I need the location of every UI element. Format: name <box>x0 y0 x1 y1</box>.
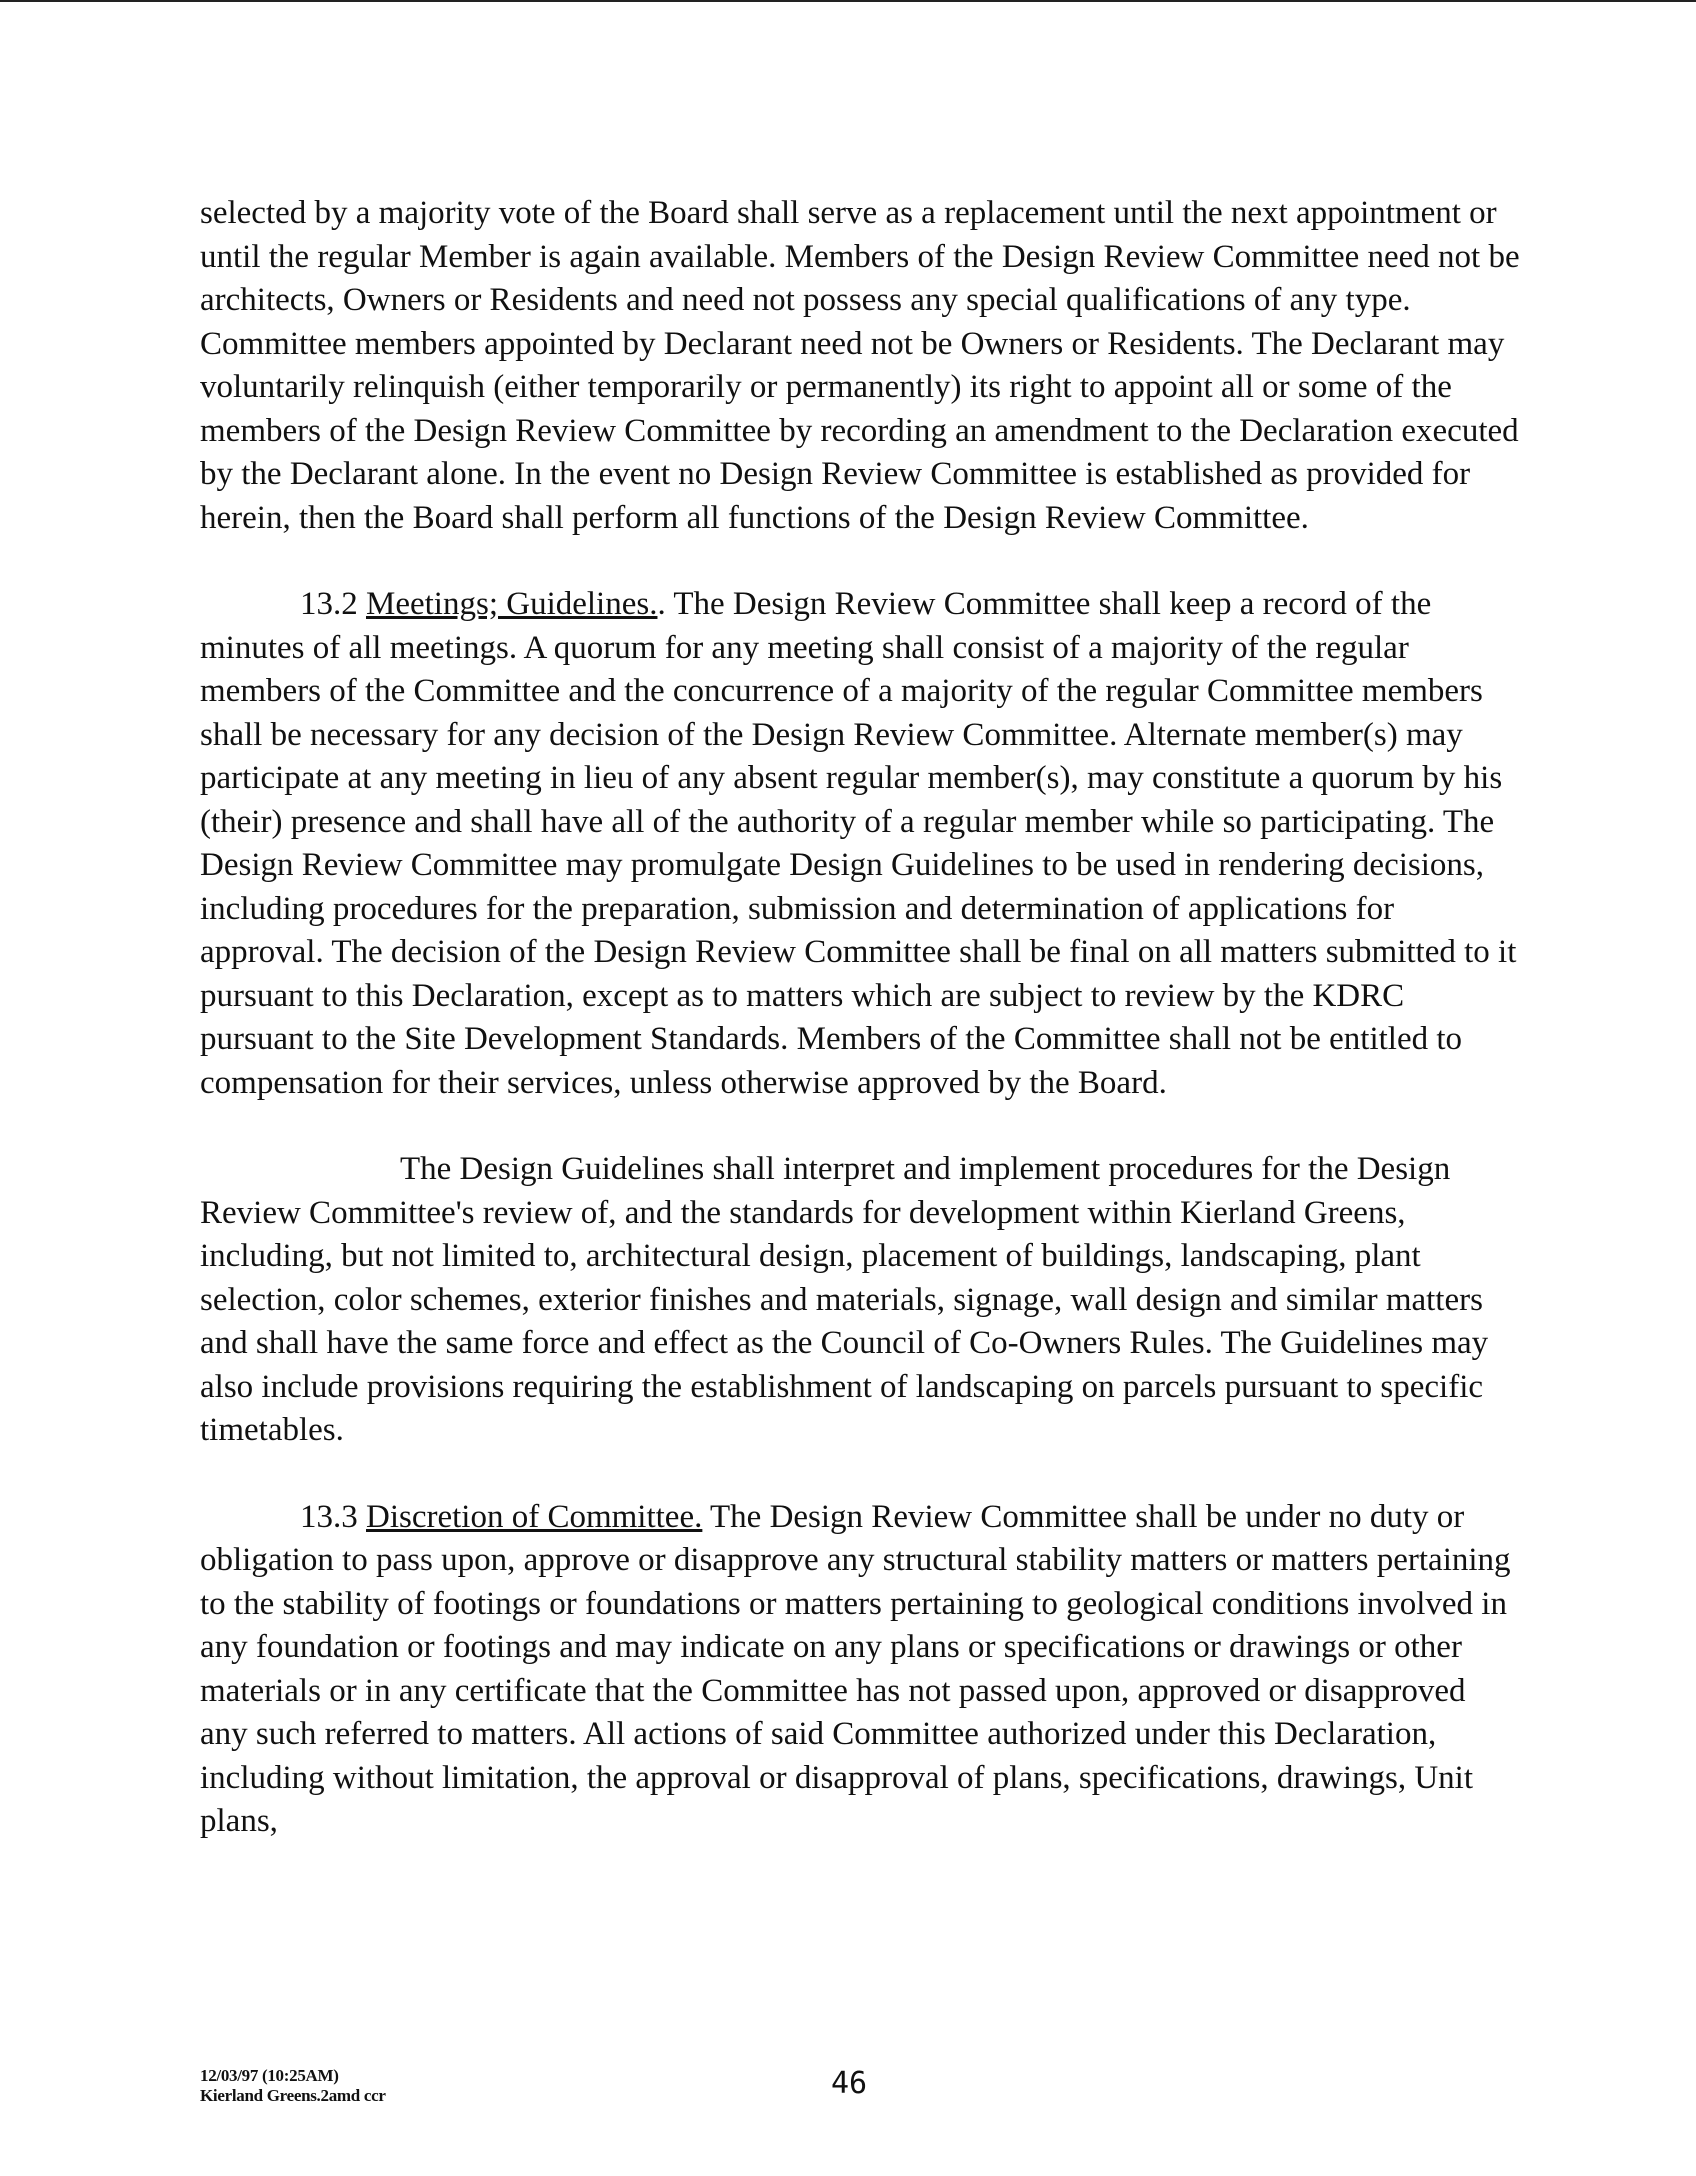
section-13-2-heading: Meetings; Guidelines. <box>366 586 658 622</box>
section-13-3-number: 13.3 <box>300 1498 358 1535</box>
document-body <box>200 192 1520 1844</box>
footer-date-time: 12/03/97 (10:25AM) <box>200 2066 339 2085</box>
section-13-3-body: The Design Review Committee shall be under no duty or obligation to pass upon, approve or disapprove any structural stability matters or matters pertaining to the stability of footings or foundations or matters pertaining to geological conditions involved in any foundation or footings and may indicate on any plans or specifications or drawings or other materials or in any certificate that the Committee has not passed upon, approved or disapproved any such referred to matters. All actions of said Committee authorized under this Declaration, including without limitation, the approval or disapproval of plans, specifications, drawings, Unit plans, <box>200 1498 1511 1839</box>
design-guidelines-paragraph: The Design Guidelines shall interpret and implement procedures for the Design Review Committee's review of, and the standards for development within Kierland Greens, including, but not limited to, architectural design, placement of buildings, landscaping, plant selection, color schemes, exterior finishes and materials, signage, wall design and similar matters and shall have the same force and effect as the Council of Co-Owners Rules. The Guidelines may also include provisions requiring the establishment of landscaping on parcels pursuant to specific timetables. <box>200 1151 1489 1448</box>
top-border-rule <box>0 0 1696 2</box>
footer-filename: Kierland Greens.2amd ccr <box>200 2086 386 2105</box>
page-footer <box>200 2066 1520 2126</box>
section-13-2 <box>200 583 1520 1105</box>
section-13-3-heading: Discretion of Committee. <box>366 1498 703 1535</box>
section-13-2-number: 13.2 <box>300 586 358 622</box>
page-number: 46 <box>831 2066 868 2101</box>
section-13-3 <box>200 1496 1520 1844</box>
section-13-2-body: . The Design Review Committee shall keep a record of the minutes of all meetings. A quorum for any meeting shall consist of a majority of the regular members of the Committee and the concurrence of a majority of the regular Committee members shall be necessary for any decision of the Design Review Committee. Alternate member(s) may participate at any meeting in lieu of any absent regular member(s), may constitute a quorum by his (their) presence and shall have all of the authority of a regular member while so participating. The Design Review Committee may promulgate Design Guidelines to be used in rendering decisions, including procedures for the preparation, submission and determination of applications for approval. The decision of the Design Review Committee shall be final on all matters submitted to it pursuant to this Declaration, except as to matters which are subject to review by the KDRC pursuant to the Site Development Standards. Members of the Committee shall not be entitled to compensation for their services, unless otherwise approved by the Board. <box>200 586 1517 1101</box>
paragraph-continuation: selected by a majority vote of the Board shall serve as a replacement until the next appointment or until the regular Member is again available. Members of the Design Review Committee need not be architects, Owners or Residents and need not possess any special qualifications of any type. Committee members appointed by Declarant need not be Owners or Residents. The Declarant may voluntarily relinquish (either temporarily or permanently) its right to appoint all or some of the members of the Design Review Committee by recording an amendment to the Declaration executed by the Declarant alone. In the event no Design Review Committee is established as provided for herein, then the Board shall perform all functions of the Design Review Committee. <box>200 195 1520 536</box>
footer-meta <box>200 2066 386 2106</box>
